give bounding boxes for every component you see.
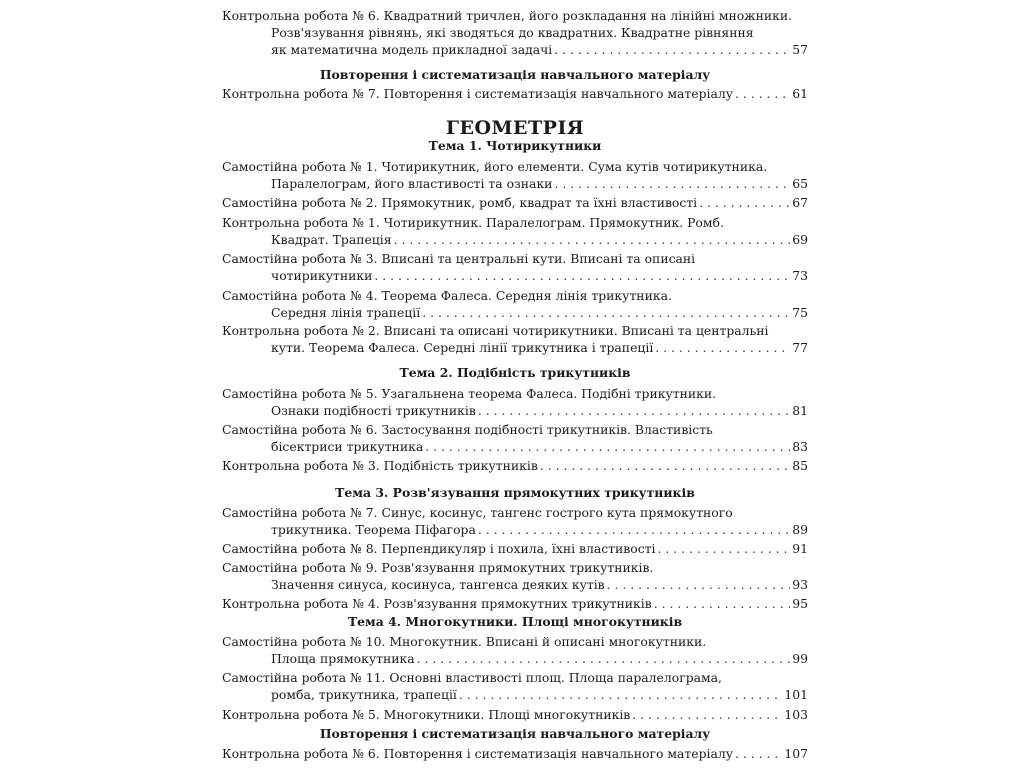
toc-entry-text: бісектриси трикутника (271, 439, 424, 454)
page-number: 91 (792, 541, 808, 556)
toc-entry-text: Квадрат. Трапеція (271, 232, 392, 247)
page-number: 83 (792, 439, 808, 454)
toc-entry-sr5 (222, 385, 808, 419)
dot-leader (554, 175, 790, 192)
toc-entry-cr5 (222, 706, 808, 723)
toc-entry-alg-cr6 (222, 7, 808, 58)
toc-entry-cr2 (222, 322, 808, 356)
page-number: 89 (792, 522, 808, 537)
toc-entry-text: кути. Теорема Фалеса. Середні лінії трикутника і трапеції (271, 340, 654, 355)
toc-entry-cr6 (222, 745, 808, 762)
toc-entry-text: ромба, трикутника, трапеції (271, 687, 457, 702)
toc-entry-text: Контрольна робота № 3. Подібність трикутників (222, 458, 538, 473)
page-number: 99 (792, 651, 808, 666)
page-number: 61 (792, 86, 808, 101)
toc-entry-sr11 (222, 669, 808, 703)
toc-entry-text: трикутника. Теорема Піфагора (271, 522, 476, 537)
toc-entry-text: Ознаки подібності трикутників (271, 403, 476, 418)
page-number: 81 (792, 403, 808, 418)
toc-entry-sr8 (222, 540, 808, 557)
toc-entry-text: Самостійна робота № 8. Перпендикуляр і похила, їхні властивості (222, 541, 656, 556)
dot-leader (478, 521, 790, 538)
page-number: 107 (784, 746, 808, 761)
section-heading: Повторення і систематизація навчального матеріалу (319, 726, 711, 741)
toc-entry-sr10 (222, 633, 808, 667)
toc-entry-sr6 (222, 421, 808, 455)
page-number: 103 (784, 707, 808, 722)
page-number: 67 (792, 195, 808, 210)
dot-leader (374, 267, 790, 284)
toc-entry-text: Самостійна робота № 4. Теорема Фалеса. Середня лінія трикутника. (222, 288, 672, 303)
topic-heading: Тема 1. Чотирикутники (428, 138, 602, 153)
toc-entry-sr2 (222, 194, 808, 211)
page-number: 95 (792, 596, 808, 611)
dot-leader (459, 686, 782, 703)
toc-entry-text: Контрольна робота № 5. Многокутники. Площі многокутників (222, 707, 631, 722)
page-number: 73 (792, 268, 808, 283)
page-number: 85 (792, 458, 808, 473)
toc-entry-sr4 (222, 287, 808, 321)
dot-leader (607, 576, 791, 593)
toc-entry-sr9 (222, 559, 808, 593)
toc-entry-text: як математична модель прикладної задачі (271, 42, 553, 57)
toc-entry-text: Самостійна робота № 2. Прямокутник, ромб, квадрат та їхні властивості (222, 195, 698, 210)
toc-entry-text: Контрольна робота № 1. Чотирикутник. Паралелограм. Прямокутник. Ромб. (222, 215, 724, 230)
dot-leader (422, 304, 790, 321)
toc-entry-text: Самостійна робота № 9. Розв'язування прямокутних трикутників. (222, 560, 654, 575)
toc-entry-cr3 (222, 457, 808, 474)
toc-entry-text: Середня лінія трапеції (271, 305, 421, 320)
table-of-contents (222, 0, 808, 768)
toc-entry-text: Контрольна робота № 2. Вписані та описані чотирикутники. Вписані та центральні (222, 323, 769, 338)
toc-entry-cr1 (222, 214, 808, 248)
toc-entry-text: Контрольна робота № 4. Розв'язування прямокутних трикутників (222, 596, 652, 611)
dot-leader (735, 85, 790, 102)
toc-entry-text: Контрольна робота № 7. Повторення і систематизація навчального матеріалу (222, 86, 734, 101)
toc-entry-text: Площа прямокутника (271, 651, 415, 666)
dot-leader (657, 540, 790, 557)
page-number: 101 (784, 687, 808, 702)
section-heading: Повторення і систематизація навчального матеріалу (319, 67, 711, 82)
toc-entry-text: Значення синуса, косинуса, тангенса деяких кутів (271, 577, 605, 592)
part-title: ГЕОМЕТРІЯ (445, 117, 585, 139)
dot-leader (478, 402, 790, 419)
topic-heading: Тема 3. Розв'язування прямокутних трикутників (335, 485, 695, 500)
toc-entry-text: Самостійна робота № 10. Многокутник. Вписані й описані многокутники. (222, 634, 707, 649)
dot-leader (417, 650, 791, 667)
toc-entry-text: Самостійна робота № 1. Чотирикутник, його елементи. Сума кутів чотирикутника. (222, 159, 768, 174)
page-number: 93 (792, 577, 808, 592)
toc-entry-text: Самостійна робота № 6. Застосування подібності трикутників. Властивість (222, 422, 713, 437)
toc-entry-text: Самостійна робота № 11. Основні властивості площ. Площа паралелограма, (222, 670, 722, 685)
toc-entry-text: Паралелограм, його властивості та ознаки (271, 176, 553, 191)
page-number: 77 (792, 340, 808, 355)
dot-leader (735, 745, 782, 762)
toc-entry-text: Самостійна робота № 3. Вписані та центральні кути. Вписані та описані (222, 251, 696, 266)
toc-entry-text: Розв'язування рівнянь, які зводяться до квадратних. Квадратне рівняння (271, 25, 754, 40)
dot-leader (540, 457, 790, 474)
toc-entry-text: Самостійна робота № 7. Синус, косинус, тангенс гострого кута прямокутного (222, 505, 733, 520)
dot-leader (394, 231, 791, 248)
dot-leader (632, 706, 782, 723)
dot-leader (554, 41, 790, 58)
dot-leader (655, 339, 790, 356)
topic-heading: Тема 4. Многокутники. Площі многокутників (347, 614, 683, 629)
dot-leader (425, 438, 790, 455)
toc-entry-text: Контрольна робота № 6. Повторення і систематизація навчального матеріалу (222, 746, 734, 761)
topic-heading: Тема 2. Подібність трикутників (399, 365, 631, 380)
toc-entry-cr4 (222, 595, 808, 612)
page-number: 65 (792, 176, 808, 191)
toc-entry-sr3 (222, 250, 808, 284)
page-number: 57 (792, 42, 808, 57)
toc-entry-text: Контрольна робота № 6. Квадратний тричлен, його розкладання на лінійні множники. (222, 8, 793, 23)
toc-entry-sr1 (222, 158, 808, 192)
toc-entry-sr7 (222, 504, 808, 538)
toc-entry-alg-cr7 (222, 85, 808, 102)
page-number: 75 (792, 305, 808, 320)
dot-leader (654, 595, 791, 612)
toc-entry-text: Самостійна робота № 5. Узагальнена теорема Фалеса. Подібні трикутники. (222, 386, 717, 401)
toc-entry-text: чотирикутники (271, 268, 373, 283)
page-number: 69 (792, 232, 808, 247)
dot-leader (699, 194, 790, 211)
